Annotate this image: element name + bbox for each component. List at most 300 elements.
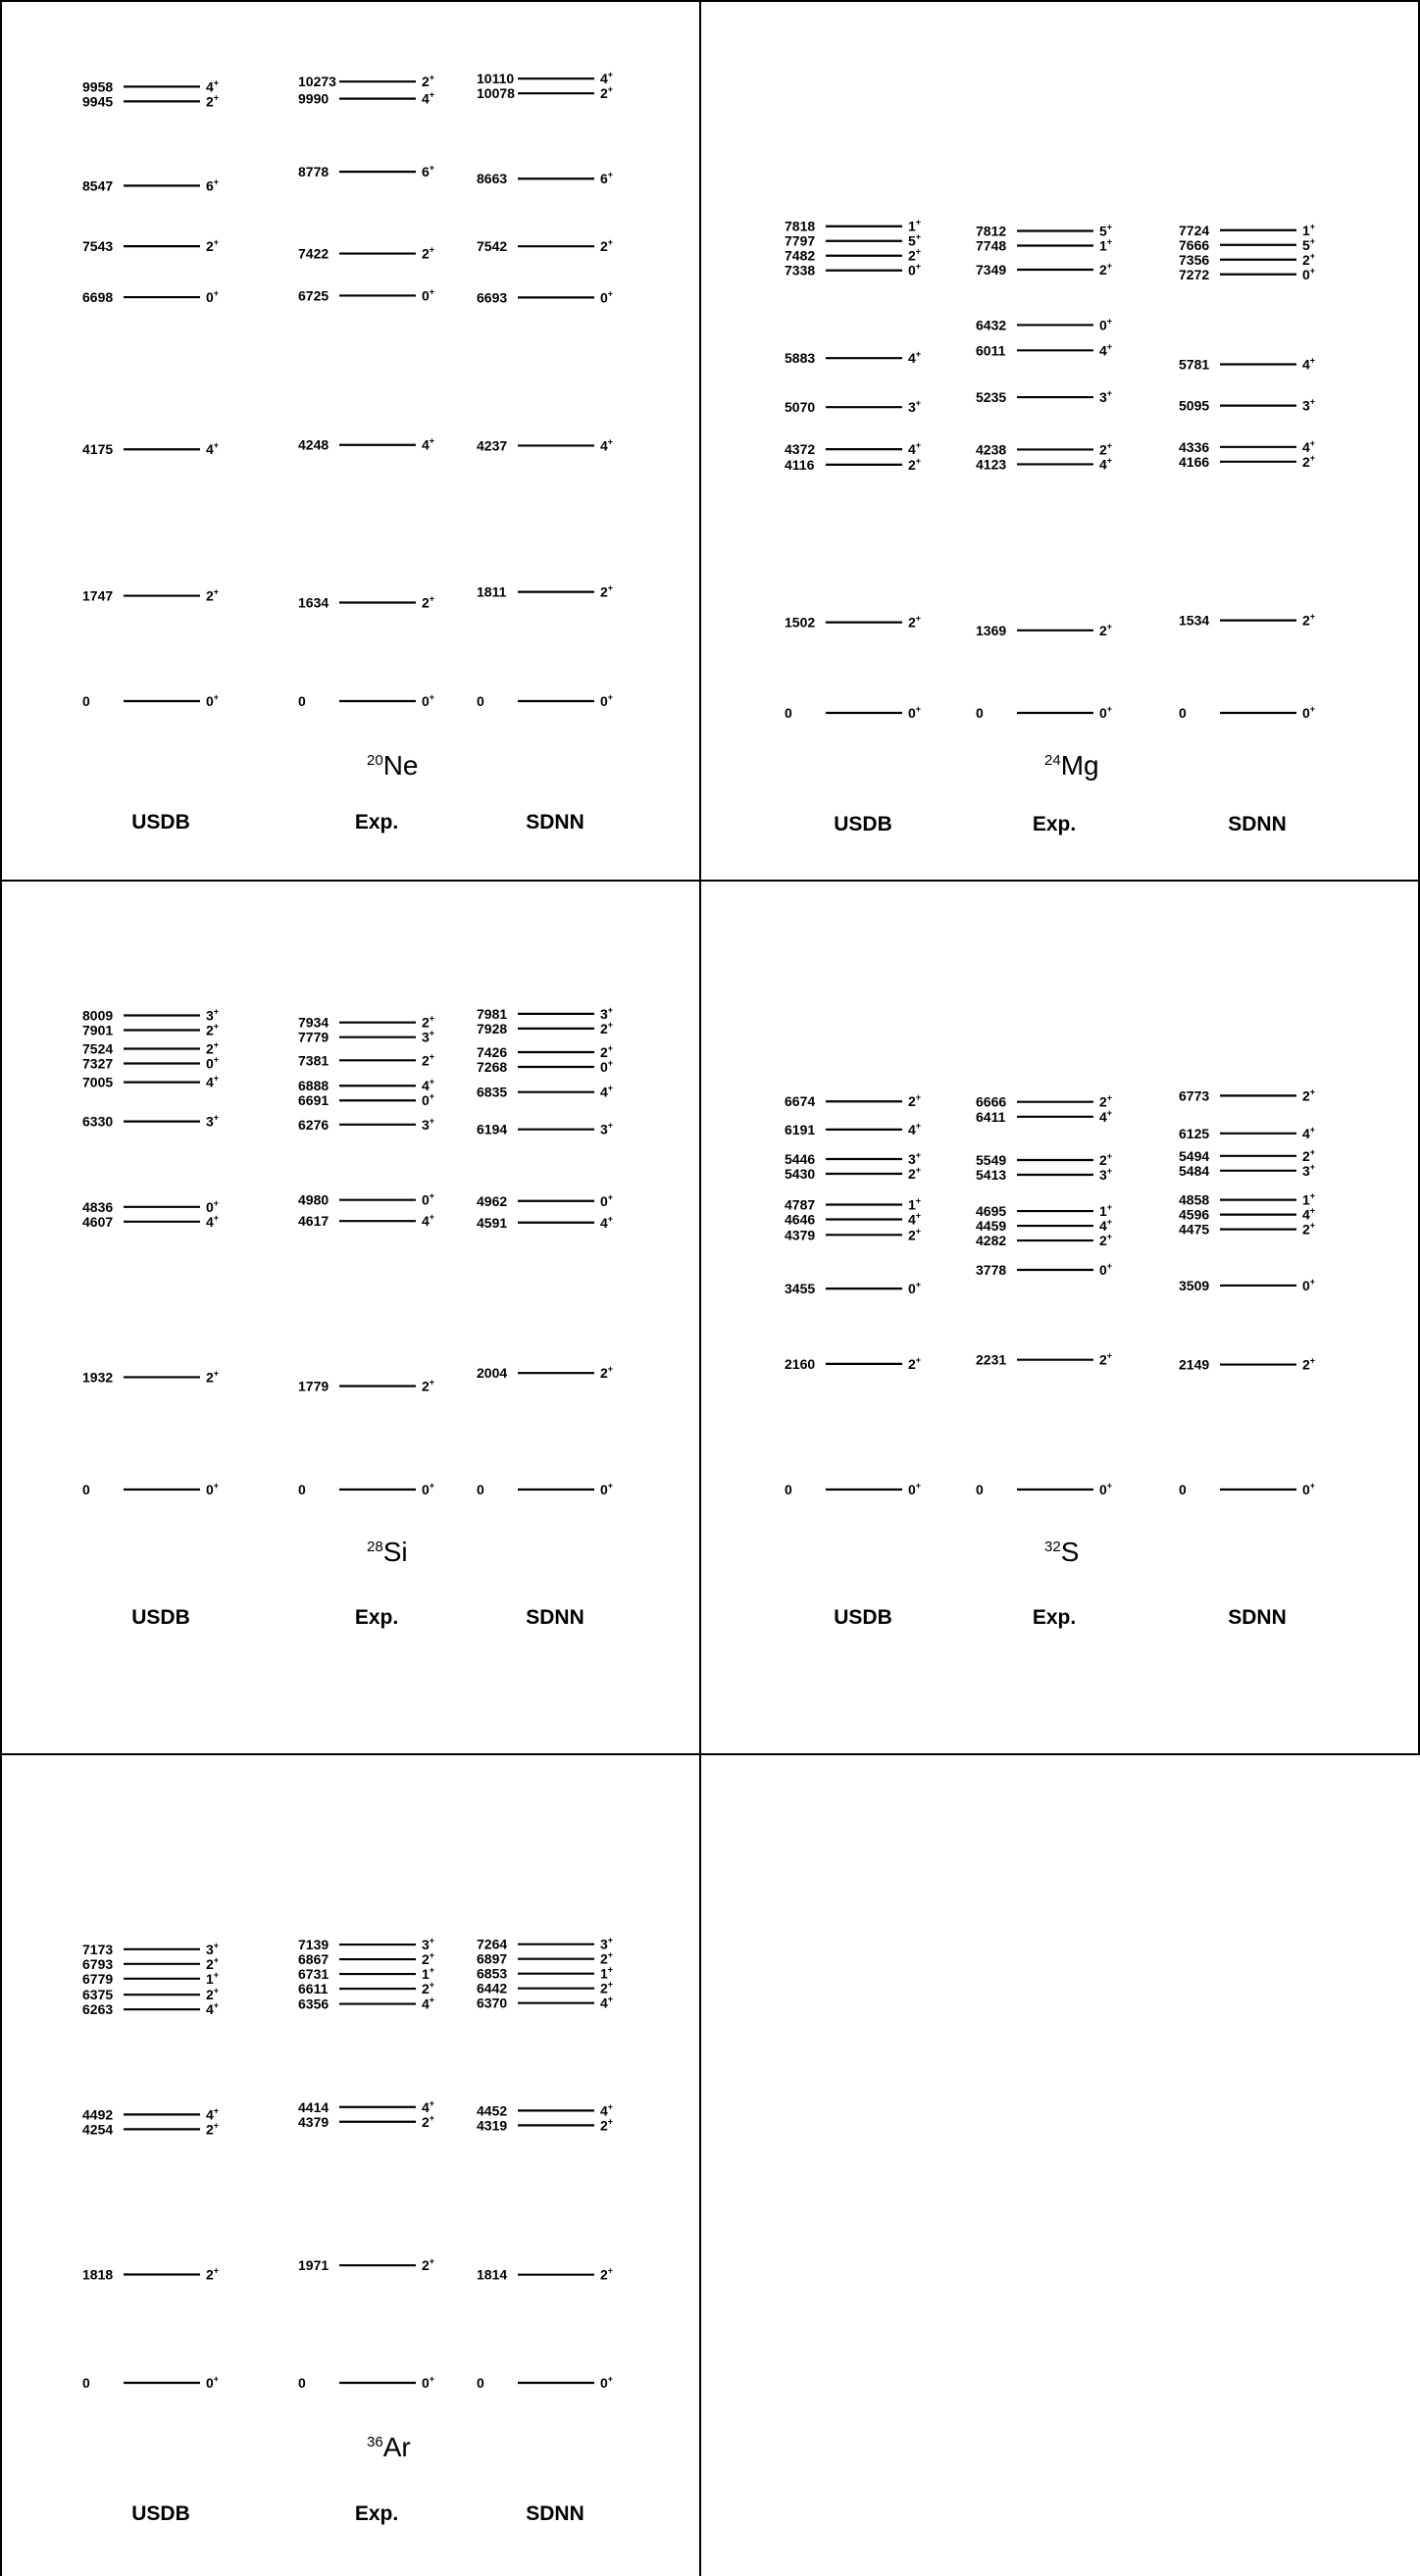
spin-parity-label: 6+	[206, 177, 220, 194]
level-mg24-exp-0	[976, 704, 1112, 721]
energy-label: 8009	[82, 1007, 114, 1024]
parity-superscript: +	[213, 1954, 220, 1965]
nucleus-mass-number: 36	[367, 2434, 383, 2450]
parity-superscript: +	[1309, 1220, 1316, 1231]
energy-label: 4980	[298, 1191, 330, 1208]
spin-parity-label: 2+	[600, 2116, 614, 2134]
parity-superscript: +	[1309, 1161, 1316, 1172]
energy-label: 4414	[298, 2098, 330, 2115]
energy-label: 6835	[477, 1084, 508, 1100]
spin-parity-label: 2+	[422, 1950, 435, 1968]
spin-parity-label: 4+	[908, 440, 922, 458]
level-ar36-exp-4379	[298, 2113, 434, 2130]
level-ar36-usdb-4492	[82, 2105, 219, 2122]
energy-label: 4596	[1179, 1206, 1210, 1223]
level-ar36-usdb-4254	[82, 2120, 219, 2137]
parity-superscript: +	[213, 237, 220, 248]
energy-label: 7524	[82, 1040, 114, 1057]
parity-superscript: +	[213, 440, 220, 451]
level-ne20-usdb-6698	[82, 288, 219, 305]
parity-superscript: +	[213, 586, 220, 597]
parity-superscript: +	[213, 1073, 220, 1084]
spin-parity-label: 0+	[600, 692, 614, 709]
spin-parity-label: 2+	[908, 613, 922, 631]
level-s32-exp-4282	[976, 1232, 1112, 1248]
nucleus-symbol: Ar	[382, 2432, 411, 2462]
spin-parity-label: 2+	[600, 582, 614, 600]
parity-superscript: +	[1309, 1146, 1316, 1157]
level-mg24-usdb-0	[785, 704, 921, 721]
level-scheme-ne20	[0, 0, 699, 880]
spin-parity-label: 4+	[600, 70, 614, 87]
energy-label: 4282	[976, 1233, 1007, 1249]
spin-parity-label: 3+	[206, 1112, 220, 1130]
parity-superscript: +	[429, 2112, 435, 2123]
parity-superscript: +	[429, 1091, 435, 1102]
energy-label: 1369	[976, 622, 1007, 638]
spin-parity-label: 0+	[908, 704, 922, 721]
parity-superscript: +	[213, 1481, 220, 1490]
level-mg24-exp-6432	[976, 316, 1112, 332]
energy-label: 6194	[477, 1121, 508, 1137]
level-ne20-exp-1634	[298, 594, 434, 611]
parity-superscript: +	[607, 1043, 614, 1054]
level-ar36-exp-1971	[298, 2256, 434, 2273]
parity-superscript: +	[607, 2101, 614, 2112]
level-ne20-sdnn-1811	[477, 583, 613, 600]
spin-parity-label: 2+	[422, 73, 435, 90]
level-s32-exp-5413	[976, 1166, 1112, 1183]
level-mg24-usdb-7797	[785, 232, 921, 249]
spin-parity-label: 1+	[908, 1195, 922, 1213]
spin-parity-label: 2+	[1302, 1220, 1316, 1237]
panel-mg24	[701, 0, 1418, 880]
level-s32-sdnn-0	[1179, 1481, 1315, 1497]
level-ne20-usdb-4175	[82, 440, 219, 457]
parity-superscript: +	[429, 163, 435, 174]
energy-label: 6263	[82, 2001, 114, 2018]
parity-superscript: +	[213, 1969, 220, 1980]
spin-parity-label: 5+	[1099, 222, 1113, 239]
energy-label: 6330	[82, 1113, 114, 1130]
level-ar36-sdnn-6370	[477, 1995, 613, 2011]
level-mg24-sdnn-0	[1179, 704, 1315, 721]
spin-parity-label: 2+	[422, 244, 435, 262]
energy-label: 4372	[785, 441, 816, 458]
energy-label: 4336	[1179, 438, 1210, 455]
level-mg24-usdb-5070	[785, 398, 921, 415]
spin-parity-label: 0+	[1302, 265, 1316, 282]
spin-parity-label: 0+	[600, 1191, 614, 1209]
level-ar36-usdb-6263	[82, 2000, 219, 2017]
spin-parity-label: 0+	[1099, 1260, 1113, 1278]
spin-parity-label: 0+	[908, 261, 922, 278]
parity-superscript: +	[915, 704, 922, 714]
energy-label: 1747	[82, 587, 114, 604]
spin-parity-label: 2+	[1099, 1151, 1113, 1169]
energy-label: 4379	[785, 1227, 816, 1243]
parity-superscript: +	[1106, 261, 1113, 272]
parity-superscript: +	[213, 2105, 220, 2116]
spin-parity-label: 2+	[1302, 1086, 1316, 1104]
column-label-sdnn: SDNN	[1228, 813, 1287, 835]
parity-superscript: +	[1106, 316, 1113, 327]
level-s32-sdnn-4858	[1179, 1191, 1315, 1208]
parity-superscript: +	[1106, 704, 1113, 714]
spin-parity-label: 4+	[206, 2000, 220, 2018]
level-ne20-exp-8778	[298, 163, 434, 179]
parity-superscript: +	[213, 2000, 220, 2011]
energy-label: 6442	[477, 1980, 508, 1996]
energy-label: 4452	[477, 2102, 508, 2119]
spin-parity-label: 2+	[600, 84, 614, 102]
parity-superscript: +	[1309, 221, 1316, 231]
level-ne20-usdb-9958	[82, 77, 219, 94]
energy-label: 4607	[82, 1213, 114, 1230]
energy-label: 7272	[1179, 266, 1210, 282]
spin-parity-label: 4+	[1302, 437, 1316, 455]
column-label-exp: Exp.	[1032, 813, 1077, 835]
energy-label: 7779	[298, 1029, 330, 1045]
level-ne20-exp-6725	[298, 286, 434, 303]
spin-parity-label: 1+	[1099, 236, 1113, 254]
parity-superscript: +	[1309, 1086, 1316, 1097]
energy-label: 6125	[1179, 1125, 1210, 1141]
spin-parity-label: 0+	[422, 2374, 435, 2391]
spin-parity-label: 4+	[908, 1120, 922, 1137]
level-s32-sdnn-4475	[1179, 1221, 1315, 1237]
spin-parity-label: 1+	[422, 1965, 435, 1983]
energy-label: 6674	[785, 1093, 816, 1110]
spin-parity-label: 6+	[600, 170, 614, 187]
parity-superscript: +	[915, 613, 922, 624]
energy-label: 7934	[298, 1014, 330, 1031]
level-ar36-usdb-6793	[82, 1955, 219, 1972]
level-ne20-sdnn-10078	[477, 84, 613, 101]
level-ne20-usdb-0	[82, 692, 219, 709]
spin-parity-label: 2+	[600, 1979, 614, 1996]
parity-superscript: +	[429, 1077, 435, 1087]
level-s32-usdb-4646	[785, 1210, 921, 1227]
spin-parity-label: 3+	[422, 1028, 435, 1045]
column-label-sdnn: SDNN	[526, 1606, 584, 1629]
parity-superscript: +	[429, 1013, 435, 1024]
spin-parity-label: 0+	[600, 2374, 614, 2391]
parity-superscript: +	[429, 1190, 435, 1201]
energy-label: 0	[785, 705, 792, 721]
column-label-exp: Exp.	[354, 811, 399, 833]
level-ar36-sdnn-7264	[477, 1936, 613, 1952]
energy-label: 10078	[477, 85, 515, 102]
level-si28-sdnn-6835	[477, 1084, 613, 1100]
parity-superscript: +	[607, 1213, 614, 1224]
parity-superscript: +	[213, 1021, 220, 1032]
nucleus-symbol: Si	[382, 1537, 408, 1567]
level-ne20-sdnn-4237	[477, 436, 613, 453]
parity-superscript: +	[915, 1150, 922, 1161]
parity-superscript: +	[429, 1995, 435, 2005]
parity-superscript: +	[213, 1054, 220, 1065]
energy-label: 5781	[1179, 356, 1210, 373]
spin-parity-label: 2+	[908, 1354, 922, 1372]
level-si28-sdnn-7268	[477, 1058, 613, 1075]
spin-parity-label: 0+	[1302, 704, 1316, 721]
parity-superscript: +	[213, 2374, 220, 2384]
energy-label: 1818	[82, 2266, 114, 2283]
energy-label: 0	[82, 693, 90, 709]
spin-parity-label: 2+	[1099, 440, 1113, 458]
spin-parity-label: 4+	[422, 1212, 435, 1230]
spin-parity-label: 3+	[908, 1150, 922, 1168]
energy-label: 4166	[1179, 453, 1210, 470]
level-ne20-exp-4248	[298, 436, 434, 453]
parity-superscript: +	[1309, 265, 1316, 276]
parity-superscript: +	[213, 77, 220, 88]
spin-parity-label: 4+	[600, 436, 614, 454]
level-mg24-sdnn-1534	[1179, 612, 1315, 629]
parity-superscript: +	[607, 1083, 614, 1093]
spin-parity-label: 3+	[206, 1940, 220, 1957]
parity-superscript: +	[213, 2265, 220, 2276]
energy-label: 2004	[477, 1365, 508, 1382]
parity-superscript: +	[915, 1481, 922, 1490]
spin-parity-label: 3+	[1302, 396, 1316, 414]
parity-superscript: +	[1106, 440, 1113, 451]
spin-parity-label: 2+	[600, 2265, 614, 2283]
parity-superscript: +	[1309, 611, 1316, 622]
energy-label: 3455	[785, 1281, 816, 1297]
nucleus-symbol: S	[1060, 1537, 1080, 1567]
level-ar36-exp-4414	[298, 2098, 434, 2115]
level-si28-usdb-7327	[82, 1055, 219, 1072]
spin-parity-label: 0+	[206, 288, 220, 306]
level-si28-exp-6888	[298, 1077, 434, 1093]
energy-label: 6779	[82, 1970, 114, 1987]
nucleus-symbol: Ne	[382, 750, 419, 781]
parity-superscript: +	[429, 2374, 435, 2384]
parity-superscript: +	[607, 1994, 614, 2004]
energy-label: 4962	[477, 1192, 508, 1209]
energy-label: 1502	[785, 614, 816, 631]
level-si28-sdnn-7928	[477, 1020, 613, 1036]
parity-superscript: +	[607, 1058, 614, 1069]
level-s32-usdb-4787	[785, 1195, 921, 1212]
level-scheme-mg24	[701, 0, 1418, 880]
spin-parity-label: 2+	[1099, 1350, 1113, 1368]
energy-label: 7981	[477, 1005, 508, 1022]
level-ar36-sdnn-0	[477, 2374, 613, 2391]
parity-superscript: +	[607, 237, 614, 248]
level-mg24-exp-4238	[976, 440, 1112, 457]
parity-superscript: +	[429, 1950, 435, 1961]
parity-superscript: +	[429, 1980, 435, 1991]
spin-parity-label: 4+	[1302, 1205, 1316, 1223]
spin-parity-label: 0+	[206, 2374, 220, 2391]
parity-superscript: +	[1309, 1481, 1316, 1490]
spin-parity-label: 5+	[908, 231, 922, 249]
energy-label: 7543	[82, 238, 114, 255]
parity-superscript: +	[915, 1120, 922, 1131]
level-mg24-sdnn-5095	[1179, 397, 1315, 414]
level-mg24-sdnn-5781	[1179, 355, 1315, 372]
level-ne20-usdb-8547	[82, 177, 219, 193]
level-mg24-usdb-5883	[785, 349, 921, 366]
energy-label: 5070	[785, 399, 816, 416]
spin-parity-label: 4+	[908, 1210, 922, 1228]
parity-superscript: +	[429, 244, 435, 255]
spin-parity-label: 0+	[908, 1280, 922, 1297]
spin-parity-label: 3+	[1302, 1161, 1316, 1179]
energy-label: 7356	[1179, 251, 1210, 268]
level-ar36-usdb-1818	[82, 2265, 219, 2282]
parity-superscript: +	[213, 1940, 220, 1950]
spin-parity-label: 3+	[908, 398, 922, 416]
level-ne20-exp-10273	[298, 73, 434, 89]
level-ne20-usdb-9945	[82, 92, 219, 109]
level-mg24-sdnn-7724	[1179, 222, 1315, 238]
parity-superscript: +	[607, 288, 614, 299]
nucleus-label	[1044, 750, 1099, 781]
energy-label: 7338	[785, 262, 816, 278]
level-s32-usdb-3455	[785, 1280, 921, 1296]
energy-label: 6666	[976, 1093, 1007, 1110]
level-s32-sdnn-3509	[1179, 1277, 1315, 1293]
spin-parity-label: 2+	[908, 455, 922, 473]
energy-label: 4238	[976, 441, 1007, 458]
parity-superscript: +	[1106, 341, 1113, 352]
nucleus-label	[367, 2432, 411, 2462]
spin-parity-label: 0+	[1099, 316, 1113, 333]
parity-superscript: +	[1106, 236, 1113, 247]
energy-label: 0	[1179, 1482, 1187, 1497]
energy-label: 10273	[298, 74, 336, 90]
spin-parity-label: 0+	[1099, 704, 1113, 721]
level-si28-exp-4617	[298, 1212, 434, 1229]
spin-parity-label: 4+	[206, 2105, 220, 2123]
parity-superscript: +	[607, 436, 614, 447]
parity-superscript: +	[1309, 396, 1316, 407]
level-ar36-exp-6611	[298, 1980, 434, 1996]
energy-label: 4123	[976, 456, 1007, 473]
energy-label: 4617	[298, 1213, 330, 1230]
level-ne20-sdnn-10110	[477, 70, 613, 86]
spin-parity-label: 3+	[1099, 388, 1113, 406]
spin-parity-label: 2+	[1099, 261, 1113, 278]
spin-parity-label: 4+	[206, 440, 220, 458]
energy-label: 6867	[298, 1951, 330, 1968]
level-si28-sdnn-4591	[477, 1214, 613, 1231]
spin-parity-label: 2+	[908, 1226, 922, 1243]
spin-parity-label: 4+	[422, 435, 435, 453]
parity-superscript: +	[915, 349, 922, 360]
energy-label: 7173	[82, 1941, 114, 1957]
spin-parity-label: 4+	[422, 89, 435, 107]
level-si28-exp-7934	[298, 1014, 434, 1031]
parity-superscript: +	[1106, 1107, 1113, 1118]
level-ar36-sdnn-6897	[477, 1950, 613, 1967]
parity-superscript: +	[1309, 355, 1316, 366]
panel-si28	[0, 882, 699, 1753]
parity-superscript: +	[429, 1212, 435, 1223]
spin-parity-label: 4+	[206, 77, 220, 95]
level-ne20-sdnn-0	[477, 692, 613, 709]
level-s32-sdnn-2149	[1179, 1356, 1315, 1373]
level-si28-exp-7381	[298, 1051, 434, 1068]
energy-label: 5883	[785, 350, 816, 367]
energy-label: 0	[298, 2375, 306, 2391]
spin-parity-label: 4+	[600, 1083, 614, 1100]
energy-label: 4787	[785, 1196, 816, 1213]
spin-parity-label: 2+	[422, 2112, 435, 2130]
spin-parity-label: 2+	[206, 237, 220, 255]
parity-superscript: +	[915, 217, 922, 227]
nucleus-mass-number: 28	[367, 1539, 383, 1555]
spin-parity-label: 6+	[422, 163, 435, 180]
parity-superscript: +	[607, 2374, 614, 2384]
spin-parity-label: 4+	[1302, 355, 1316, 373]
level-ar36-usdb-6375	[82, 1986, 219, 2002]
level-si28-sdnn-6194	[477, 1121, 613, 1137]
level-ar36-exp-6731	[298, 1965, 434, 1982]
energy-label: 0	[976, 705, 984, 721]
level-ne20-exp-0	[298, 692, 434, 709]
parity-superscript: +	[1106, 455, 1113, 466]
nucleus-label	[367, 750, 418, 781]
spin-parity-label: 0+	[600, 1481, 614, 1497]
energy-label: 0	[477, 693, 484, 709]
parity-superscript: +	[607, 2265, 614, 2276]
parity-superscript: +	[429, 89, 435, 100]
parity-superscript: +	[429, 1051, 435, 1062]
spin-parity-label: 2+	[600, 1949, 614, 1967]
parity-superscript: +	[1106, 1151, 1113, 1162]
level-si28-exp-6276	[298, 1116, 434, 1133]
spin-parity-label: 4+	[206, 1073, 220, 1090]
energy-label: 4237	[477, 437, 508, 454]
spin-parity-label: 3+	[600, 1120, 614, 1137]
energy-label: 1932	[82, 1369, 114, 1386]
spin-parity-label: 2+	[1302, 452, 1316, 470]
level-s32-usdb-2160	[785, 1355, 921, 1372]
parity-superscript: +	[429, 2097, 435, 2108]
energy-label: 1814	[477, 2266, 508, 2283]
level-si28-usdb-4836	[82, 1198, 219, 1215]
energy-label: 7327	[82, 1055, 114, 1072]
parity-superscript: +	[213, 1212, 220, 1223]
spin-parity-label: 2+	[1302, 1146, 1316, 1164]
spin-parity-label: 2+	[422, 1377, 435, 1394]
level-si28-usdb-6330	[82, 1113, 219, 1130]
parity-superscript: +	[915, 1195, 922, 1206]
spin-parity-label: 0+	[1302, 1276, 1316, 1293]
panel-ar36	[0, 1755, 699, 2576]
parity-superscript: +	[429, 692, 435, 702]
level-si28-sdnn-7981	[477, 1005, 613, 1022]
parity-superscript: +	[1106, 1166, 1113, 1177]
energy-label: 6432	[976, 317, 1007, 333]
level-si28-sdnn-4962	[477, 1192, 613, 1209]
spin-parity-label: 3+	[422, 1936, 435, 1953]
parity-superscript: +	[607, 582, 614, 593]
level-si28-sdnn-0	[477, 1481, 613, 1497]
energy-label: 7797	[785, 232, 816, 249]
parity-superscript: +	[607, 84, 614, 95]
parity-superscript: +	[1309, 704, 1316, 714]
level-s32-usdb-5430	[785, 1165, 921, 1182]
energy-label: 7349	[976, 262, 1007, 278]
spin-parity-label: 4+	[422, 2097, 435, 2115]
energy-label: 6411	[976, 1108, 1006, 1125]
